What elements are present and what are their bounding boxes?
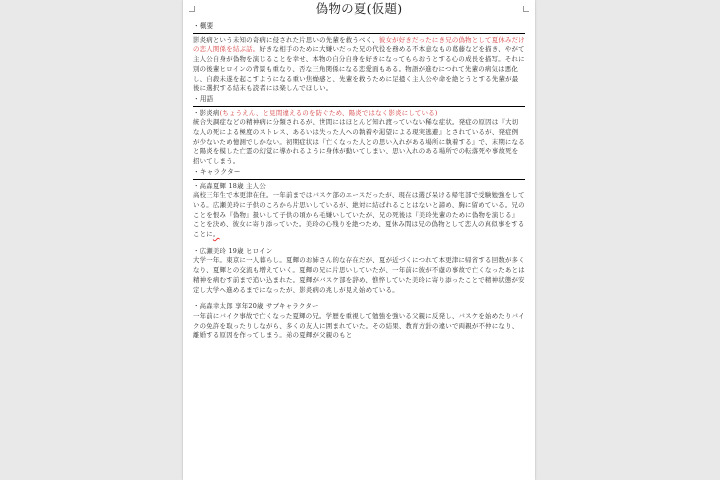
character-description: 大学一年。東京に一人暮らし。夏輝のお姉さん的な存在だが、夏が近づくにつれて本更津に帰省する回数が多くなり、夏輝との交流も増えていく。夏輝の兄に片思いしていたが、一年前に彼が不慮の事故で亡くなったあとは精神を病むす前まで追い込まれた。夏輝がバスケ部を辞め、憔悴していた美玲に寄り添ったことで精神状態が安定し大学へ進めるまでになったが、影炎病の兆しが見え始めている。 [193,256,525,294]
characters-heading: ・キャラクター [193,167,241,176]
heading-rule [193,106,525,107]
overview-paragraph [193,36,525,94]
character-description-text: 高校三年生で本更津在住。一年前まではバスケ部のエースだったが、現在は選び呆ける帰宅部で受験勉強をしている。広瀬美玲に子供のころから片思いしているが、絶対に結ばれることはないと諦め、胸に留めている。兄のことを恨み『偽物』扱いして子供の頃から毛嫌いしていたが、兄の死後は『美玲先輩のために偽物を演じる』ことを決め、彼女に寄り添っていた。美玲の心残りを絶つため、夏休み間は兄の偽物として恋人の真似事をすることに [193,191,525,239]
document-page [183,0,535,480]
heading-rule [193,179,525,180]
overview-text-cont: 好きな相手のために大嫌いだった兄の代役を務める不本意なもの葛藤などを描き、やがて主人公自身が偽物を演じることを幸せ、本物の自分自身を好きになってもらおうとする心の成長を描写。それに別の後輩ヒロインの背景も重なり、否な三角関係になる恋愛面もある。物語が進むにつれて先輩の病気は悪化し、自殺未遂を起こすようになる重い焦燥感と、先輩を救うために足掻く主人公や命を絶とうとする先輩が最後に選択する結末も読者には楽しんでほしい。 [193,45,525,93]
character-description [193,191,525,240]
character-name: ・高森夏輝 18歳 主人公 [193,181,266,190]
overview-heading: ・概要 [193,22,214,30]
paragraph-spacer [193,240,525,247]
document-body[interactable] [193,0,525,341]
terms-heading: ・用語 [193,94,214,103]
term-note: (ちょうえん、と見間違えるのを防ぐため、陽炎ではなく影炎にしている) [219,108,438,117]
heading-rule [193,33,525,34]
term-name: ・影炎病 [193,108,220,117]
overview-text: 影炎病という未知の奇病に侵された片思いの先輩を救うべく、 [193,35,379,44]
term-paragraph: 統合失調症などの精神病に分類されるが、世間にはほとんど知れ渡っていない稀な症状。発症の原因は『大切な人の死による極度のストレス、あるいは失った人への執着や渇望による現実逃避』とされているが、発症例が少ないため憶測でしかない。初期症状は『亡くなった人との思い入れがある場所に執着する』で、末期になると陽炎を模した亡霊の幻覚に導かれるように身体が動いてしまい、思い入れのある場所での転落死や事故死を招いてしまう。 [193,118,525,166]
term-title [193,109,525,119]
character-name: ・広瀬美玲 19歳 ヒロイン [193,246,273,255]
document-title: 偽物の夏(仮題) [315,1,403,16]
spellcheck-underline-text: 。 [212,230,220,239]
overview-highlight-text: 彼女が好きだったにき兄の偽物として夏休みだけの恋人関係を結ぶ話。 [193,35,525,54]
character-name: ・高森幸太郎 享年20歳 サブキャラクター [193,302,319,311]
character-description: 一年前にバイク事故で亡くなった夏輝の兄。学歴を重視して勉強を強いる父親に反発し、バスケを始めたりバイクの免許を取ったりしながら、多くの友人に囲まれていた。その結果、教育方針の違いで両親が不仲になり、離婚する原因を作ってしまう。弟の夏輝が父親のもと [193,311,525,340]
